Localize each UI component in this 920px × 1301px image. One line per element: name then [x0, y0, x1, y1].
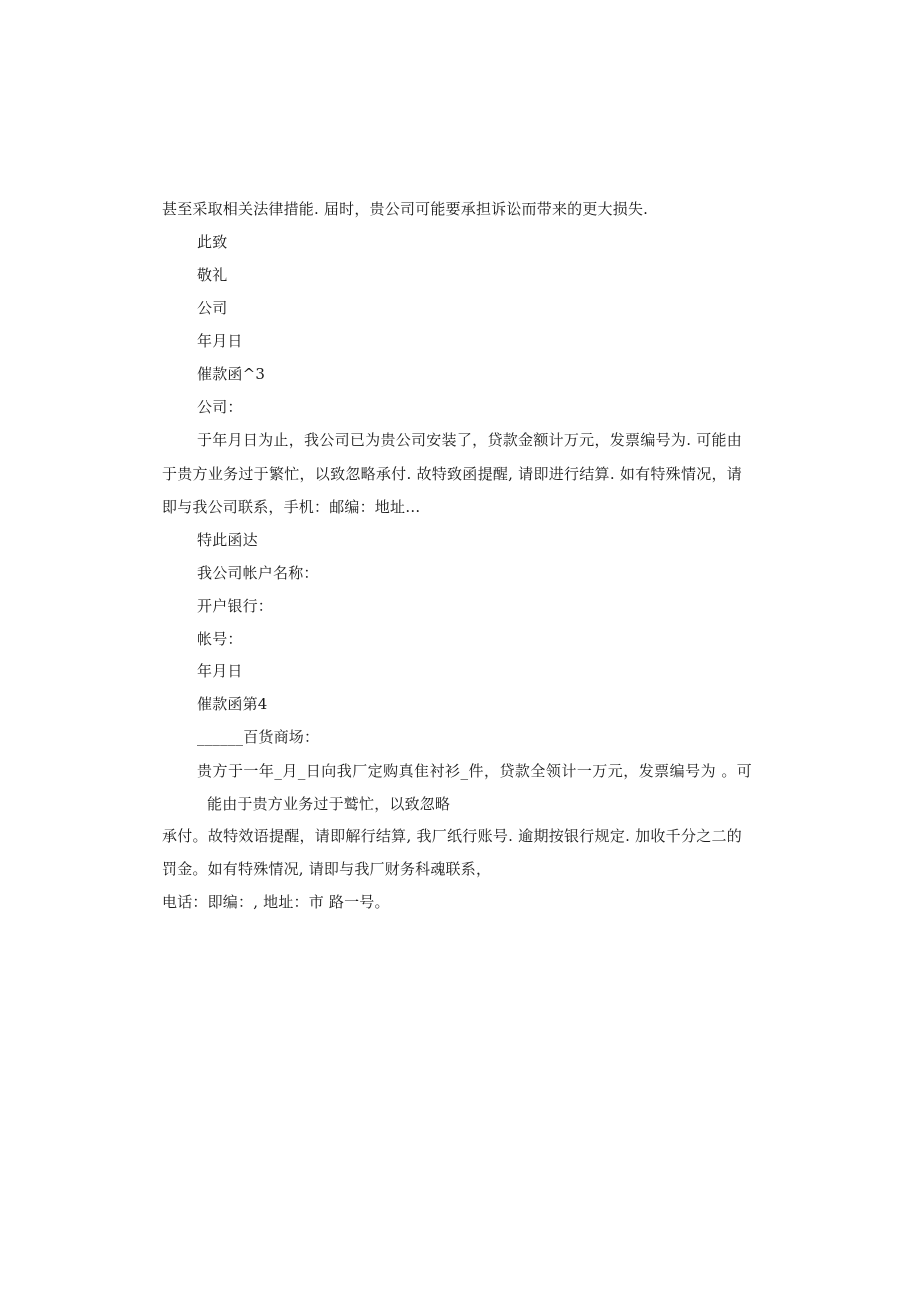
letter-3-account-name: 我公司帐户名称： — [197, 564, 319, 582]
closing-line: 甚至采取相关法律措能. 届时，贵公司可能要承担诉讼而带来的更大损失. — [162, 200, 649, 218]
letter-3-body-line-3: 即与我公司联系，手机：邮编：地址… — [162, 498, 421, 516]
letter-date: 年月日 — [197, 332, 243, 350]
letter-4-body-line-2: 能由于贵方业务过于鹫忙，以致忽略 — [207, 795, 451, 813]
letter-3-account-no: 帐号： — [197, 630, 243, 648]
letter-3-title: 催款函^3 — [197, 365, 266, 383]
letter-3-date: 年月日 — [197, 662, 243, 680]
letter-4-body-line-5: 电话：即编：, 地址：市 路一号。 — [162, 893, 390, 911]
letter-3-body-line-2: 于贵方业务过于繁忙，以致忽略承付. 故特致函提醒, 请即进行结算. 如有特殊情况，请 — [162, 465, 742, 483]
letter-4-body-line-1: 贵方于一年_月_日向我厂定购真隹衬衫_件，贷款全领计一万元，发票编号为 。可 — [197, 762, 752, 780]
salutation-jingli: 敬礼 — [197, 266, 228, 284]
letter-4-addressee: ______百货商场： — [197, 728, 320, 746]
signer-company: 公司 — [197, 299, 228, 317]
letter-4-title: 催款函第4 — [197, 695, 268, 713]
letter-3-bank: 开户银行： — [197, 597, 274, 615]
letter-3-addressee: 公司： — [197, 398, 243, 416]
letter-4-body-line-4: 罚金。如有特殊情况, 请即与我厂财务科魂联系， — [162, 860, 492, 878]
letter-3-closing: 特此函达 — [197, 531, 258, 549]
letter-3-body-line-1: 于年月日为止，我公司已为贵公司安装了，贷款金额计万元，发票编号为. 可能由 — [197, 431, 742, 449]
letter-4-body-line-3: 承付。故特效语提醒，请即解行结算, 我厂纸行账号. 逾期按银行规定. 加收千分之二的 — [162, 827, 742, 845]
salutation-cizhi: 此致 — [197, 233, 228, 251]
